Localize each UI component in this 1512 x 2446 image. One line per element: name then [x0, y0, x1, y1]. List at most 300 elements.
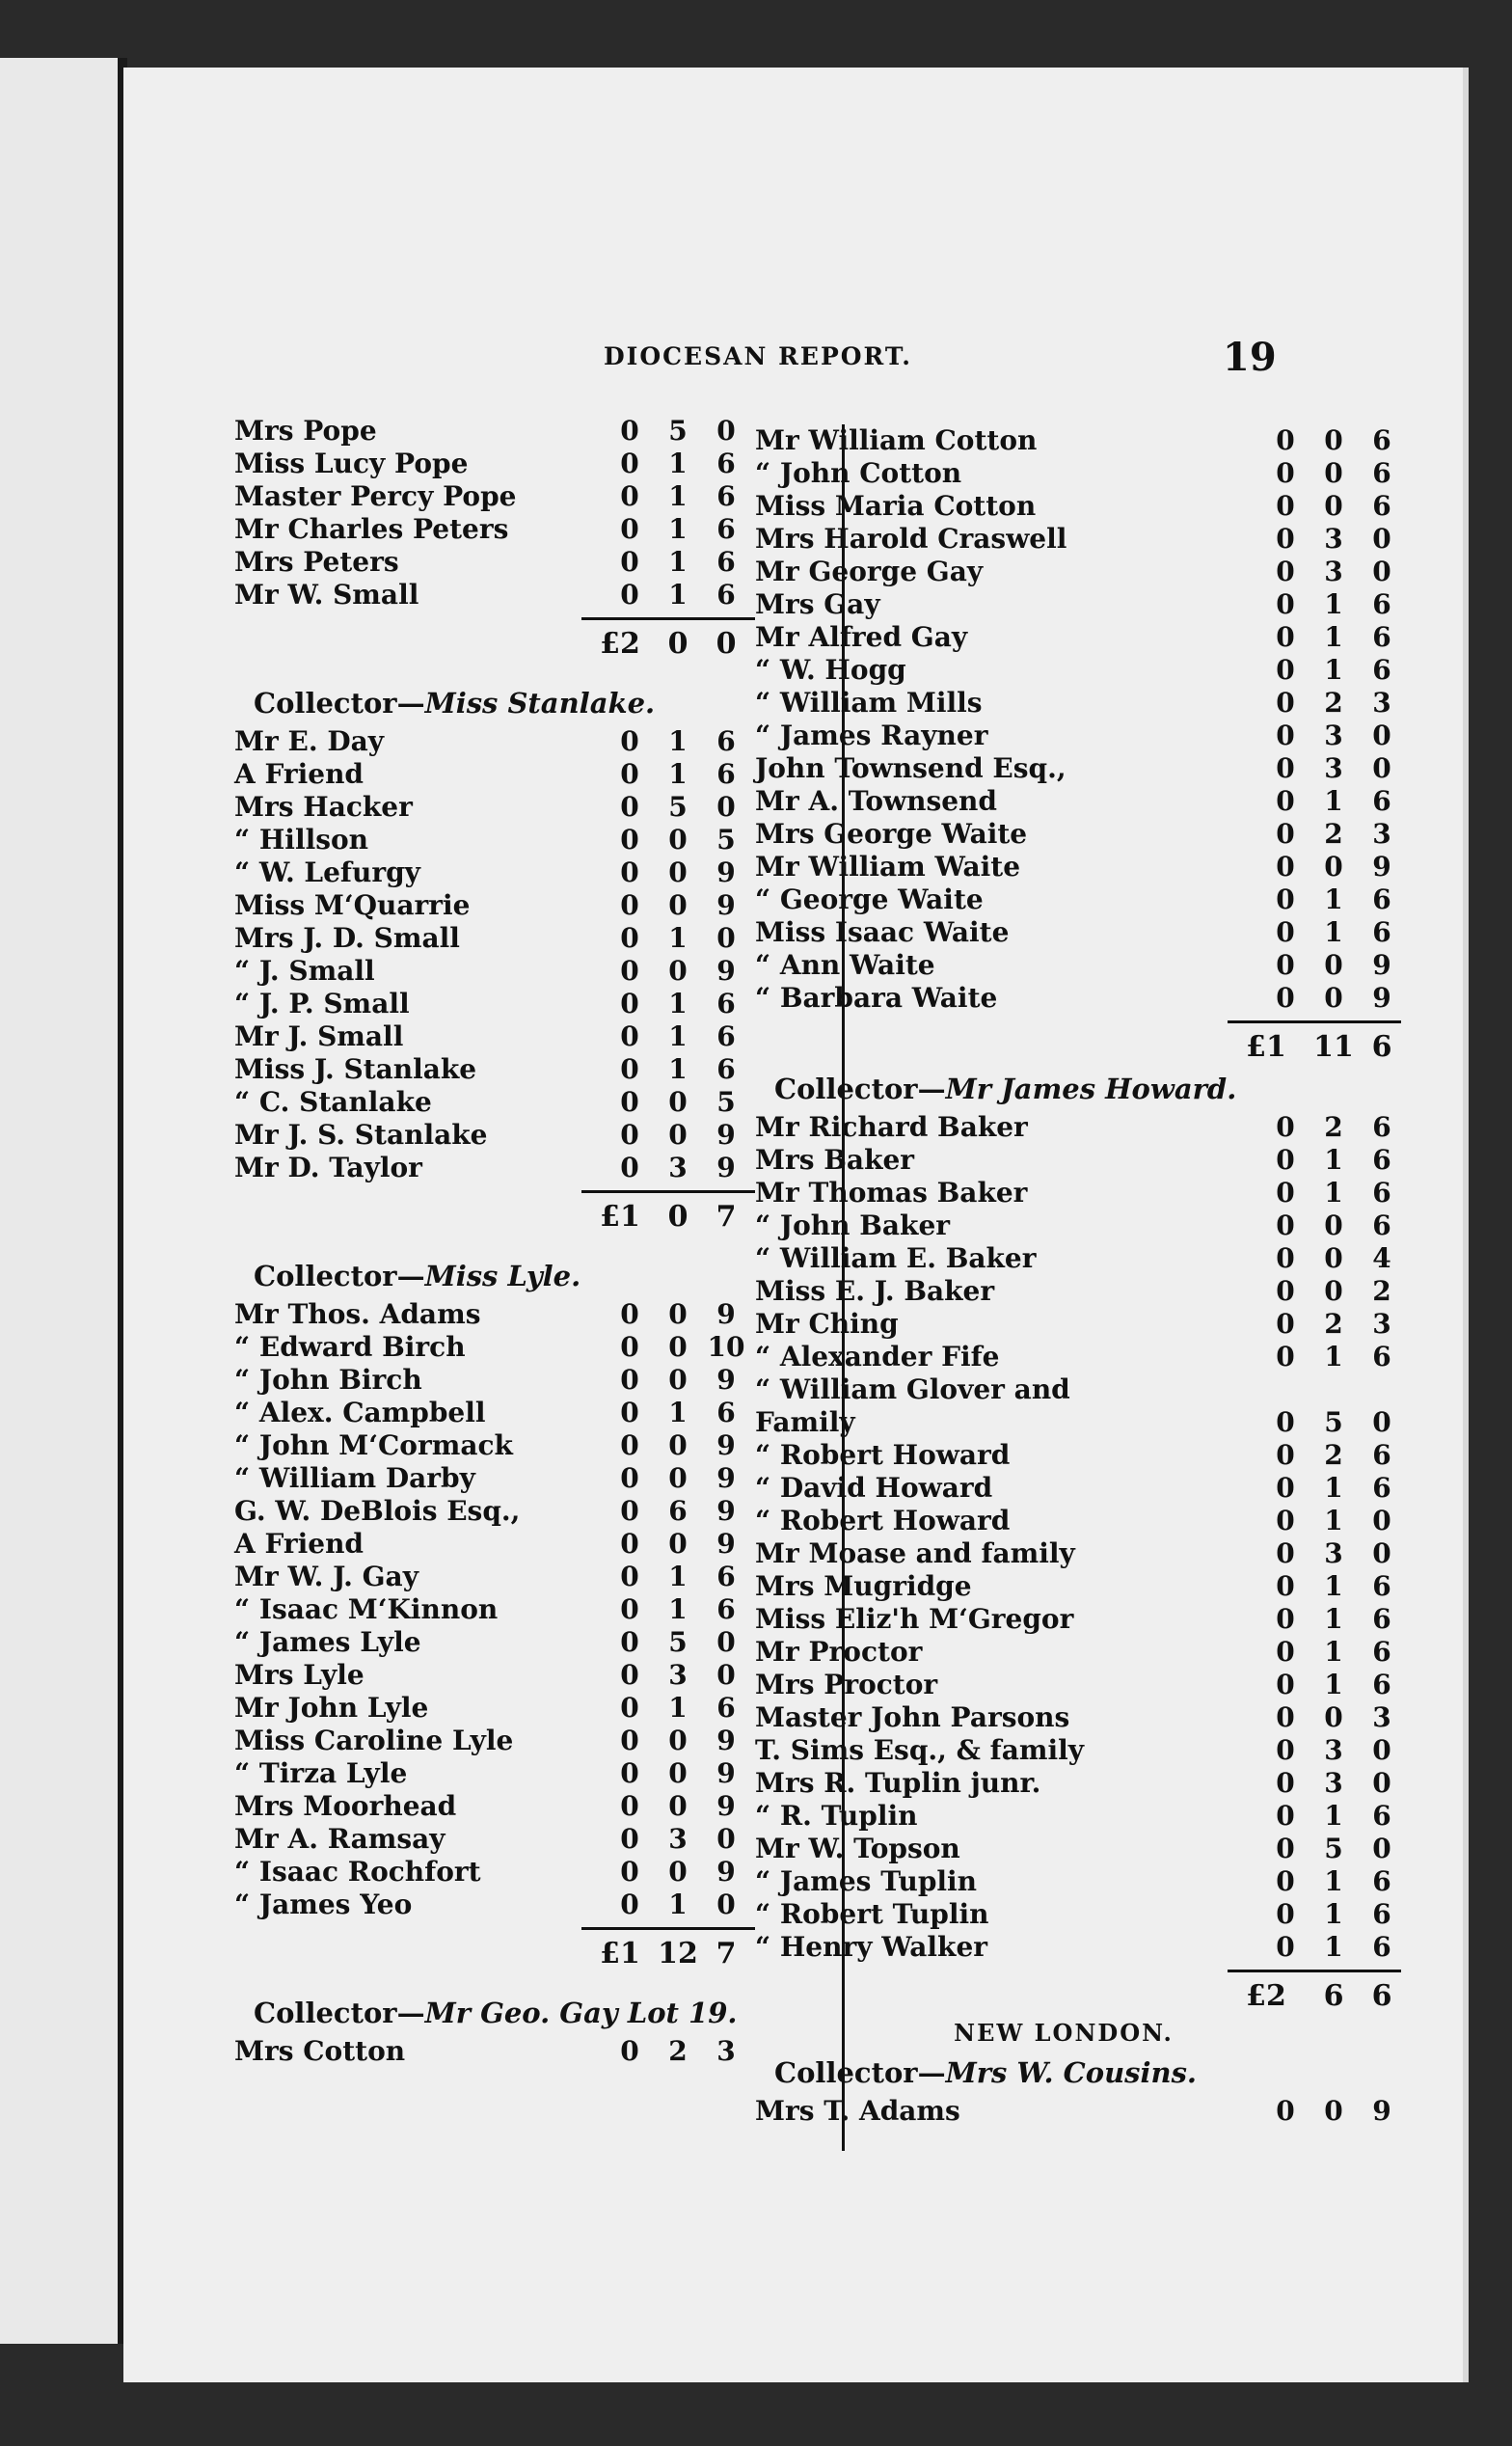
shillings-amount: 1 [668, 1593, 688, 1625]
donor-name: “ John Baker [755, 1209, 951, 1241]
document-page [123, 68, 1469, 2382]
donor-name: Mr Proctor [755, 1636, 923, 1668]
donor-name: Mrs George Waite [755, 818, 1028, 850]
pounds-amount: 0 [1276, 1439, 1295, 1471]
donor-name: Mr W. J. Gay [234, 1561, 418, 1592]
pounds-amount: 0 [1276, 752, 1295, 784]
donor-name: Miss Lucy Pope [234, 448, 469, 479]
donor-name: “ Robert Howard [755, 1439, 1011, 1471]
list-item [755, 785, 1391, 818]
donor-name: “ R. Tuplin [755, 1800, 918, 1832]
pounds-amount: 0 [620, 1462, 639, 1494]
list-item [755, 457, 1391, 490]
pounds-amount: 0 [1276, 1734, 1295, 1766]
pounds-amount: 0 [620, 1757, 639, 1789]
pounds-amount: 0 [1276, 720, 1295, 751]
pounds-amount: 0 [1276, 1209, 1295, 1241]
pounds-amount: 0 [1276, 949, 1295, 981]
pounds-amount: 0 [1276, 621, 1295, 653]
pounds-amount: 0 [620, 922, 639, 954]
donor-name: Mr Richard Baker [755, 1111, 1028, 1143]
shillings-amount: 3 [1324, 752, 1343, 784]
donor-name: G. W. DeBlois Esq., [234, 1495, 521, 1527]
subtotal-amount: 0 [716, 627, 737, 661]
list-item [755, 1669, 1391, 1701]
donor-name: Mrs R. Tuplin junr. [755, 1767, 1041, 1799]
pounds-amount: 0 [1276, 883, 1295, 915]
donor-name: Family [755, 1406, 855, 1438]
donor-name: Mrs Peters [234, 546, 399, 578]
pounds-amount: 0 [1276, 1570, 1295, 1602]
shillings-amount: 1 [1324, 785, 1343, 817]
pence-amount: 6 [1372, 916, 1391, 948]
donor-name: “ James Yeo [234, 1889, 413, 1920]
pence-amount: 6 [716, 725, 736, 757]
list-item [234, 988, 832, 1020]
shillings-amount: 0 [668, 1528, 688, 1560]
donor-name: Mrs Moorhead [234, 1790, 457, 1822]
shillings-amount: 3 [1324, 1767, 1343, 1799]
shillings-amount: 0 [668, 889, 688, 921]
shillings-amount: 0 [1324, 851, 1343, 883]
pence-amount: 9 [716, 1152, 736, 1183]
list-item [755, 818, 1391, 851]
donor-name: Mr Charles Peters [234, 513, 509, 545]
list-item [234, 856, 832, 889]
pence-amount: 0 [1372, 720, 1391, 751]
shillings-amount: 0 [668, 856, 688, 888]
pence-amount: 6 [1372, 1341, 1391, 1372]
donor-name: “ Alex. Campbell [234, 1397, 486, 1428]
pence-amount: 9 [716, 889, 736, 921]
list-item [755, 1144, 1391, 1177]
subtotal-amount: 6 [1371, 1979, 1392, 2013]
pounds-amount: 0 [1276, 1701, 1295, 1733]
shillings-amount: 3 [668, 1659, 688, 1691]
shillings-amount: 0 [1324, 1242, 1343, 1274]
shillings-amount: 1 [1324, 1931, 1343, 1963]
list-item [755, 1767, 1391, 1800]
shillings-amount: 0 [1324, 1209, 1343, 1241]
subtotal-amount: 12 [658, 1937, 698, 1970]
total-rule [234, 1921, 832, 1935]
shillings-amount: 1 [1324, 1472, 1343, 1504]
pence-amount: 6 [1372, 1570, 1391, 1602]
pence-amount: 6 [716, 988, 736, 1019]
pounds-amount: 0 [1276, 1275, 1295, 1307]
list-item [755, 1275, 1391, 1308]
shillings-amount: 1 [668, 513, 688, 545]
pounds-amount: 0 [1276, 1898, 1295, 1930]
donor-name: “ James Tuplin [755, 1865, 978, 1897]
pence-amount: 9 [716, 1364, 736, 1396]
shillings-amount: 5 [1324, 1833, 1343, 1864]
pence-amount: 0 [1372, 1537, 1391, 1569]
donor-name: Mr Moase and family [755, 1537, 1075, 1569]
pence-amount: 6 [716, 546, 736, 578]
pounds-amount: 0 [1276, 424, 1295, 456]
pence-amount: 6 [716, 1692, 736, 1724]
pounds-amount: 0 [620, 1692, 639, 1724]
shillings-amount: 1 [1324, 1898, 1343, 1930]
donor-name: Mrs T. Adams [755, 2095, 960, 2127]
pence-amount: 9 [716, 1725, 736, 1756]
donor-name: “ John Cotton [755, 457, 962, 489]
shillings-amount: 1 [1324, 1865, 1343, 1897]
list-item [755, 949, 1391, 982]
shillings-amount: 1 [668, 1053, 688, 1085]
donor-name: “ Alexander Fife [755, 1341, 1000, 1372]
list-item [234, 513, 832, 546]
pounds-amount: 0 [620, 1528, 639, 1560]
list-item [755, 1308, 1391, 1341]
pounds-amount: 0 [1276, 588, 1295, 620]
running-title: DIOCESAN REPORT. [604, 342, 912, 370]
collector-heading [755, 2051, 1391, 2095]
page-number: 19 [1223, 335, 1277, 380]
right-column [755, 424, 1391, 2128]
list-item [755, 588, 1391, 621]
shillings-amount: 0 [1324, 457, 1343, 489]
pounds-amount: 0 [620, 1889, 639, 1920]
pounds-amount: 0 [620, 1053, 639, 1085]
shillings-amount: 0 [668, 1298, 688, 1330]
list-item [234, 1397, 832, 1429]
subtotal-amount: £2 [1246, 1979, 1286, 2013]
donor-name: “ Tirza Lyle [234, 1757, 408, 1789]
pence-amount: 3 [716, 2035, 736, 2067]
list-item [755, 523, 1391, 556]
list-item [234, 1659, 832, 1692]
list-item [755, 1636, 1391, 1669]
list-item [755, 1209, 1391, 1242]
pounds-amount: 0 [1276, 982, 1295, 1014]
pence-amount: 6 [1372, 1636, 1391, 1668]
pounds-amount: 0 [620, 889, 639, 921]
shillings-amount: 1 [1324, 916, 1343, 948]
pounds-amount: 0 [620, 448, 639, 479]
list-item [755, 916, 1391, 949]
shillings-amount: 1 [1324, 1505, 1343, 1536]
total-rule [755, 1015, 1391, 1028]
shillings-amount: 0 [668, 1086, 688, 1118]
shillings-amount: 0 [1324, 424, 1343, 456]
donor-name: “ John M‘Cormack [234, 1429, 513, 1461]
shillings-amount: 0 [1324, 949, 1343, 981]
list-item [755, 1734, 1391, 1767]
shillings-amount: 5 [668, 415, 688, 447]
pence-amount: 6 [1372, 1472, 1391, 1504]
pence-amount: 6 [1372, 1439, 1391, 1471]
spacer [234, 664, 832, 681]
list-item [234, 1823, 832, 1856]
subtotal-amount: 7 [716, 1937, 737, 1970]
list-item [234, 448, 832, 480]
list-item [755, 1603, 1391, 1636]
shillings-amount: 1 [668, 480, 688, 512]
collector-name: Mrs W. Cousins. [945, 2056, 1197, 2089]
pence-amount: 6 [1372, 1144, 1391, 1176]
list-item [234, 1889, 832, 1921]
pence-amount: 6 [1372, 1111, 1391, 1143]
donor-name: Mrs Mugridge [755, 1570, 972, 1602]
donor-name: Mr J. S. Stanlake [234, 1119, 488, 1151]
collector-name: Mr Geo. Gay Lot 19. [424, 1997, 738, 2029]
shillings-amount: 0 [668, 1364, 688, 1396]
donor-name: “ Barbara Waite [755, 982, 998, 1014]
spacer [234, 1237, 832, 1254]
pounds-amount: 0 [1276, 687, 1295, 719]
donor-name: Mrs Cotton [234, 2035, 406, 2067]
donor-name: Mr Thos. Adams [234, 1298, 481, 1330]
pence-amount: 6 [1372, 457, 1391, 489]
list-item [234, 1561, 832, 1593]
donor-name: “ J. P. Small [234, 988, 410, 1019]
pounds-amount: 0 [620, 955, 639, 987]
list-item [755, 1800, 1391, 1833]
donor-name: “ Ann Waite [755, 949, 935, 981]
shillings-amount: 5 [668, 791, 688, 823]
donor-name: “ Henry Walker [755, 1931, 988, 1963]
pounds-amount: 0 [1276, 2095, 1295, 2127]
pounds-amount: 0 [1276, 556, 1295, 587]
subtotal-row [755, 1028, 1391, 1067]
shillings-amount: 1 [668, 546, 688, 578]
pounds-amount: 0 [620, 1397, 639, 1428]
pounds-amount: 0 [1276, 1111, 1295, 1143]
pence-amount: 6 [1372, 1865, 1391, 1897]
donor-name: Mrs Hacker [234, 791, 413, 823]
pounds-amount: 0 [1276, 1505, 1295, 1536]
pence-amount: 0 [716, 1626, 736, 1658]
donor-name: “ William E. Baker [755, 1242, 1037, 1274]
list-item [234, 1692, 832, 1725]
list-item [755, 883, 1391, 916]
donor-name: Master Percy Pope [234, 480, 517, 512]
list-item [755, 1242, 1391, 1275]
subtotal-row [234, 1198, 832, 1237]
list-item [234, 758, 832, 791]
shillings-amount: 1 [1324, 883, 1343, 915]
pounds-amount: 0 [620, 856, 639, 888]
list-item [234, 1331, 832, 1364]
subtotal-amount: 7 [716, 1200, 737, 1234]
donor-name: Mrs Baker [755, 1144, 915, 1176]
pence-amount: 0 [716, 922, 736, 954]
donor-name: “ C. Stanlake [234, 1086, 432, 1118]
shillings-amount: 1 [1324, 1341, 1343, 1372]
pence-amount: 3 [1372, 818, 1391, 850]
collector-heading [234, 681, 832, 725]
shillings-amount: 1 [668, 1020, 688, 1052]
pence-amount: 9 [716, 856, 736, 888]
list-item [234, 1626, 832, 1659]
shillings-amount: 0 [668, 1429, 688, 1461]
donor-name: Miss M‘Quarrie [234, 889, 471, 921]
subtotal-amount: 6 [1323, 1979, 1344, 2013]
pence-amount: 9 [1372, 851, 1391, 883]
collector-heading [755, 1067, 1391, 1111]
shillings-amount: 1 [668, 988, 688, 1019]
list-item [755, 654, 1391, 687]
shillings-amount: 2 [1324, 818, 1343, 850]
list-item [755, 1865, 1391, 1898]
list-item [234, 1856, 832, 1889]
subtotal-amount: £1 [600, 1937, 640, 1970]
donor-name: “ James Lyle [234, 1626, 421, 1658]
list-item [755, 1111, 1391, 1144]
pounds-amount: 0 [1276, 1472, 1295, 1504]
donor-name: “ Robert Tuplin [755, 1898, 989, 1930]
donor-name: “ J. Small [234, 955, 375, 987]
pounds-amount: 0 [1276, 1177, 1295, 1209]
list-item [755, 752, 1391, 785]
shillings-amount: 1 [1324, 588, 1343, 620]
list-item [234, 955, 832, 988]
list-item [755, 1701, 1391, 1734]
pounds-amount: 0 [1276, 1833, 1295, 1864]
pence-amount: 0 [1372, 1505, 1391, 1536]
donor-name: Mr A. Townsend [755, 785, 997, 817]
pence-amount: 6 [1372, 1209, 1391, 1241]
list-item [755, 490, 1391, 523]
shillings-amount: 5 [668, 1626, 688, 1658]
shillings-amount: 0 [668, 1331, 688, 1363]
pounds-amount: 0 [620, 1495, 639, 1527]
donor-name: A Friend [234, 1528, 364, 1560]
shillings-amount: 1 [1324, 1177, 1343, 1209]
list-item [755, 1373, 1391, 1406]
pounds-amount: 0 [1276, 523, 1295, 555]
shillings-amount: 1 [1324, 1603, 1343, 1635]
pounds-amount: 0 [620, 1152, 639, 1183]
pence-amount: 9 [716, 1462, 736, 1494]
pounds-amount: 0 [620, 1626, 639, 1658]
list-item [234, 1462, 832, 1495]
list-item [234, 922, 832, 955]
donor-name: Mr Thomas Baker [755, 1177, 1028, 1209]
pounds-amount: 0 [1276, 818, 1295, 850]
list-item [234, 2035, 832, 2068]
list-item [755, 2095, 1391, 2128]
donor-name: “ David Howard [755, 1472, 993, 1504]
donor-name: “ Hillson [234, 824, 369, 856]
shillings-amount: 2 [1324, 1111, 1343, 1143]
pounds-amount: 0 [620, 415, 639, 447]
donor-name: “ George Waite [755, 883, 984, 915]
donor-name: Mrs Pope [234, 415, 377, 447]
donor-name: Mrs Harold Craswell [755, 523, 1067, 555]
shillings-amount: 1 [1324, 1669, 1343, 1700]
pence-amount: 0 [1372, 1734, 1391, 1766]
shillings-amount: 6 [668, 1495, 688, 1527]
donor-name: T. Sims Esq., & family [755, 1734, 1085, 1766]
list-item [755, 1931, 1391, 1964]
list-item [234, 1495, 832, 1528]
list-item [755, 851, 1391, 883]
pounds-amount: 0 [620, 824, 639, 856]
donor-name: Mr John Lyle [234, 1692, 429, 1724]
shillings-amount: 3 [1324, 1734, 1343, 1766]
list-item [755, 556, 1391, 588]
pence-amount: 9 [716, 955, 736, 987]
shillings-amount: 0 [1324, 490, 1343, 522]
pence-amount: 6 [1372, 883, 1391, 915]
list-item [755, 1341, 1391, 1373]
pence-amount: 5 [716, 1086, 736, 1118]
list-item [234, 415, 832, 448]
shillings-amount: 0 [668, 1462, 688, 1494]
shillings-amount: 5 [1324, 1406, 1343, 1438]
donor-name: “ William Darby [234, 1462, 475, 1494]
list-item [234, 579, 832, 612]
donor-name: A Friend [234, 758, 364, 790]
spacer [234, 1973, 832, 1991]
pounds-amount: 0 [1276, 1144, 1295, 1176]
shillings-amount: 0 [1324, 1275, 1343, 1307]
pence-amount: 6 [716, 1020, 736, 1052]
shillings-amount: 1 [668, 922, 688, 954]
donor-name: Mr George Gay [755, 556, 984, 587]
shillings-amount: 3 [668, 1823, 688, 1855]
subtotal-amount: 0 [667, 1200, 688, 1234]
pounds-amount: 0 [620, 1020, 639, 1052]
shillings-amount: 2 [1324, 1439, 1343, 1471]
pounds-amount: 0 [620, 1086, 639, 1118]
pence-amount: 9 [1372, 2095, 1391, 2127]
pence-amount: 0 [716, 1823, 736, 1855]
pounds-amount: 0 [620, 1725, 639, 1756]
list-item [755, 1505, 1391, 1537]
list-item [234, 1725, 832, 1757]
donor-name: “ John Birch [234, 1364, 422, 1396]
pence-amount: 6 [716, 1561, 736, 1592]
pounds-amount: 0 [1276, 785, 1295, 817]
list-item [755, 1537, 1391, 1570]
pence-amount: 6 [1372, 1603, 1391, 1635]
pence-amount: 6 [1372, 1800, 1391, 1832]
shillings-amount: 0 [668, 1790, 688, 1822]
shillings-amount: 2 [1324, 687, 1343, 719]
shillings-amount: 3 [1324, 720, 1343, 751]
pence-amount: 6 [716, 448, 736, 479]
donor-name: Mrs Gay [755, 588, 880, 620]
list-item [234, 1086, 832, 1119]
list-item [755, 687, 1391, 720]
donor-name: Mr W. Small [234, 579, 419, 611]
pence-amount: 9 [716, 1298, 736, 1330]
donor-name: Miss Eliz'h M‘Gregor [755, 1603, 1074, 1635]
list-item [234, 480, 832, 513]
pence-amount: 6 [1372, 1177, 1391, 1209]
pence-amount: 0 [1372, 556, 1391, 587]
pounds-amount: 0 [1276, 1767, 1295, 1799]
pence-amount: 6 [716, 1053, 736, 1085]
total-rule [755, 1964, 1391, 1977]
list-item [234, 1528, 832, 1561]
pounds-amount: 0 [620, 758, 639, 790]
facing-page-edge [0, 58, 127, 2344]
shillings-amount: 0 [1324, 2095, 1343, 2127]
list-item [234, 1298, 832, 1331]
shillings-amount: 0 [668, 1856, 688, 1888]
shillings-amount: 0 [668, 1757, 688, 1789]
pounds-amount: 0 [620, 988, 639, 1019]
shillings-amount: 3 [668, 1152, 688, 1183]
pounds-amount: 0 [1276, 916, 1295, 948]
list-item [755, 720, 1391, 752]
pence-amount: 6 [1372, 424, 1391, 456]
